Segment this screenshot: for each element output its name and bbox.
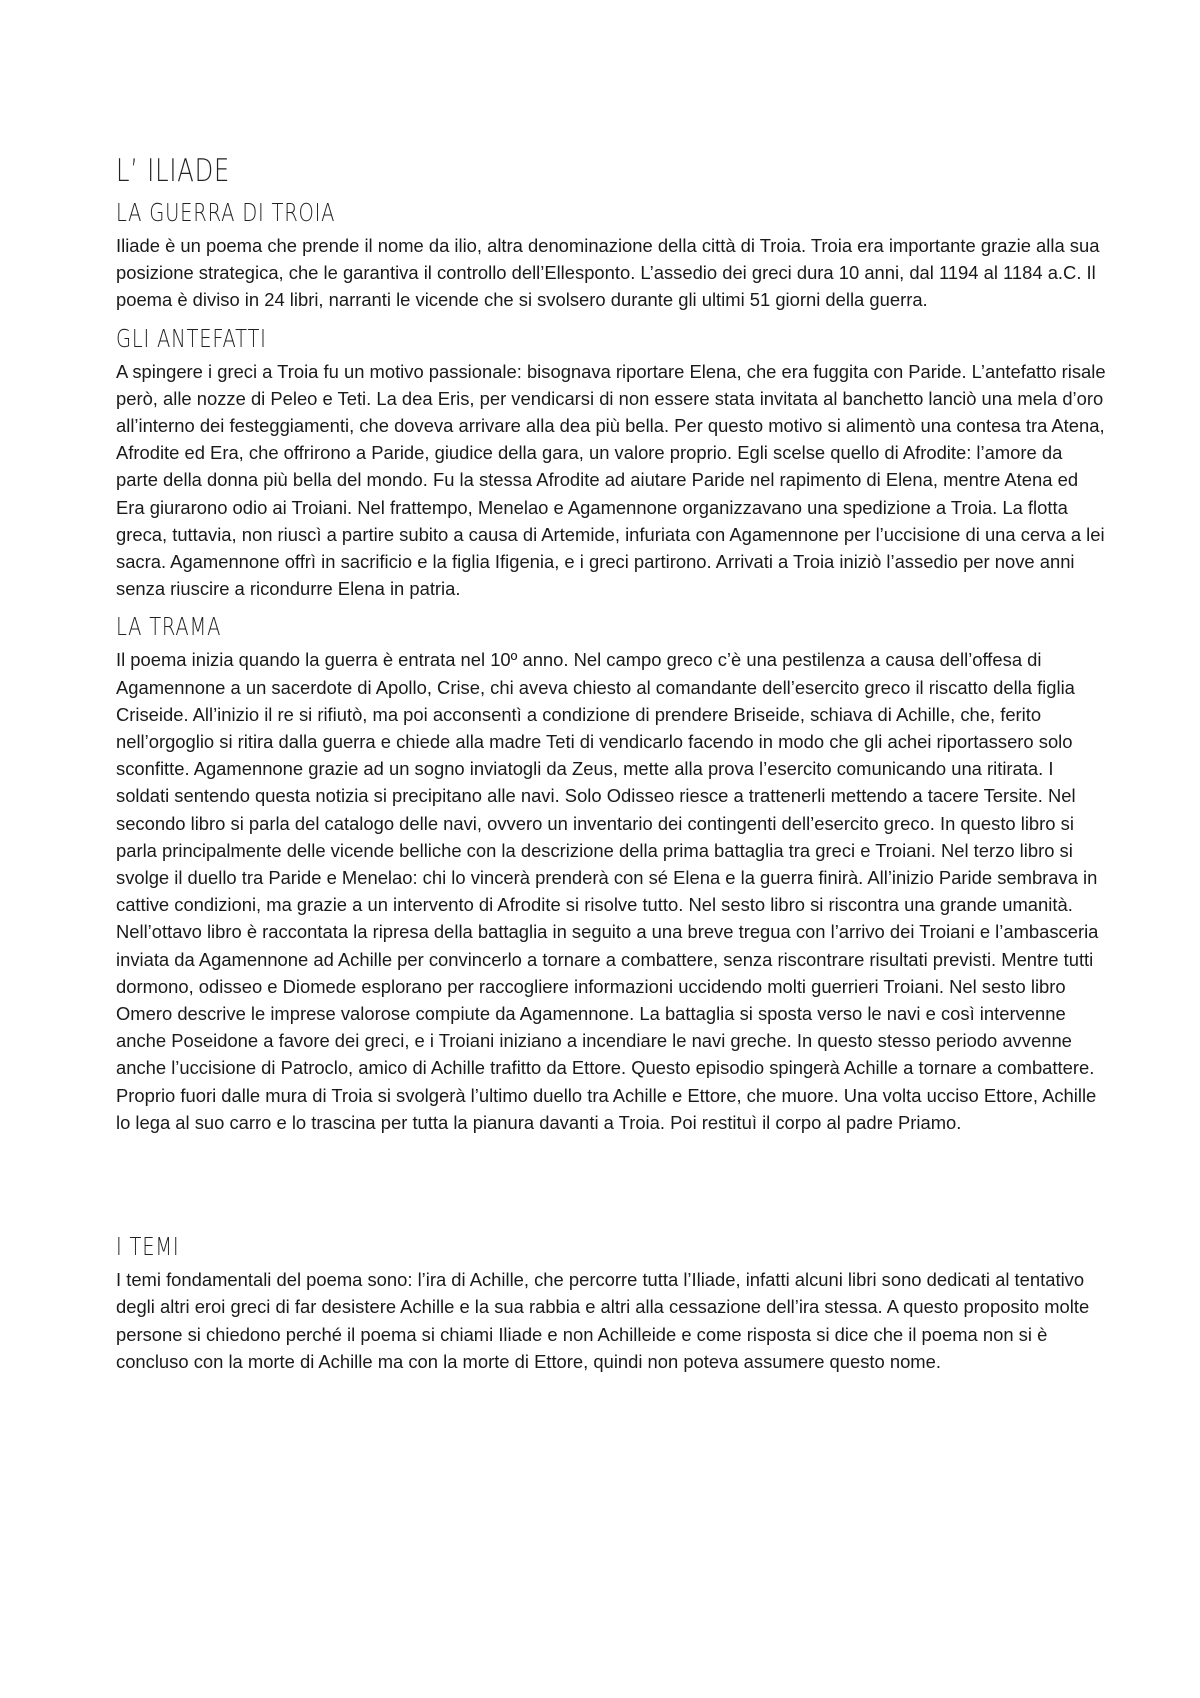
section-i-temi (116, 1228, 1106, 1375)
section-paragraph: I temi fondamentali del poema sono: l’ira di Achille, che percorre tutta l’Iliade, infatti alcuni libri sono dedicati al tentativo degli altri eroi greci di far desistere Achille e la sua rabbia e altri alla cessazione dell’ira stessa. A questo proposito molte persone si chiedono perché il poema si chiami Iliade e non Achilleide e come risposta si dice che il poema non si è concluso con la morte di Achille ma con la morte di Ettore, quindi non poteva assumere questo nome. (116, 1269, 1090, 1372)
section-heading: I TEMI (116, 1232, 180, 1262)
document-page (116, 150, 1106, 1375)
section-paragraph: A spingere i greci a Troia fu un motivo passionale: bisognava riportare Elena, che era fuggita con Paride. L’antefatto risale però, alle nozze di Peleo e Teti. La dea Eris, per vendicarsi di non essere stata invitata al banchetto lanciò una mela d’oro all’interno dei festeggiamenti, che doveva arrivare alla dea più bella. Per questo motivo si alimentò una contesa tra Atena, Afrodite ed Era, che offrirono a Paride, giudice della gara, un valore proprio. Egli scelse quello di Afrodite: l’amore da parte della donna più bella del mondo. Fu la stessa Afrodite ad aiutare Paride nel rapimento di Elena, mentre Atena ed Era giurarono odio ai Troiani. Nel frattempo, Menelao e Agamennone organizzavano una spedizione a Troia. La flotta greca, tuttavia, non riuscì a partire subito a causa di Artemide, infuriata con Agamennone per l’uccisione di una cerva a lei sacra. Agamennone offrì in sacrificio e la figlia Ifigenia, e i greci partirono. Arrivati a Troia iniziò l’assedio per nove anni senza riuscire a ricondurre Elena in patria. (116, 360, 1106, 600)
section-paragraph: Il poema inizia quando la guerra è entrata nel 10º anno. Nel campo greco c’è una pestilenza a causa dell’offesa di Agamennone a un sacerdote di Apollo, Crise, chi aveva chiesto al comandante dell’esercito greco il riscatto della figlia Criseide. All’inizio il re si rifiutò, ma poi acconsentì a condizione di prendere Briseide, schiava di Achille, che, ferito nell’orgoglio si ritira dalla guerra e chiede alla madre Teti di vendicarlo facendo in modo che gli achei riportassero solo sconfitte. Agamennone grazie ad un sogno inviatogli da Zeus, mette alla prova l’esercito comunicando una ritirata. I soldati sentendo questa notizia si precipitano alle navi. Solo Odisseo riesce a trattenerli mettendo a tacere Tersite. Nel secondo libro si parla del catalogo delle navi, ovvero un inventario dei contingenti dell’esercito greco. In questo libro si parla principalmente delle vicende belliche con la descrizione della prima battaglia tra greci e Troiani. Nel terzo libro si svolge il duello tra Paride e Menelao: chi lo vincerà prenderà con sé Elena e la guerra finirà. All’inizio Paride sembrava in cattive condizioni, ma grazie a un intervento di Afrodite si risolve tutto. Nel sesto libro si riscontra una grande umanità. Nell’ottavo libro è raccontata la ripresa della battaglia in seguito a una breve tregua con l’arrivo dei Troiani e l’ambasceria inviata da Agamennone ad Achille per convincerlo a tornare a combattere, senza riscontrare risultati previsti. Mentre tutti dormono, odisseo e Diomede esplorano per raccogliere informazioni uccidendo molti guerrieri Troiani. Nel sesto libro Omero descrive le imprese valorose compiute da Agamennone. La battaglia si sposta verso le navi e così intervenne anche Poseidone a favore dei greci, e i Troiani iniziano a incendiare le navi greche. In questo stesso periodo avvenne anche l’uccisione di Patroclo, amico di Achille trafitto da Ettore. Questo episodio spingerà Achille a tornare a combattere. Proprio fuori dalle mura di Troia si svolgerà l’ultimo duello tra Achille e Ettore, che muore. Una volta ucciso Ettore, Achille lo lega al suo carro e lo trascina per tutta la pianura davanti a Troia. Poi restituì il corpo al padre Priamo. (116, 649, 1099, 1133)
section-paragraph: Iliade è un poema che prende il nome da ilio, altra denominazione della città di Troia. Troia era importante grazie alla sua posizione strategica, che le garantiva il controllo dell’Ellesponto. L’assedio dei greci dura 10 anni, dal 1194 al 1184 a.C. Il poema è diviso in 24 libri, narranti le vicende che si svolsero durante gli ultimi 51 giorni della guerra. (116, 235, 1100, 311)
section-heading: LA GUERRA DI TROIA (116, 198, 336, 227)
document-title: L’ ILIADE (116, 153, 231, 189)
section-la-trama (116, 608, 1106, 1136)
section-heading: GLI ANTEFATTI (116, 323, 267, 353)
section-gli-antefatti (116, 320, 1106, 603)
section-la-guerra-di-troia (116, 194, 1106, 314)
section-heading: LA TRAMA (116, 612, 222, 642)
